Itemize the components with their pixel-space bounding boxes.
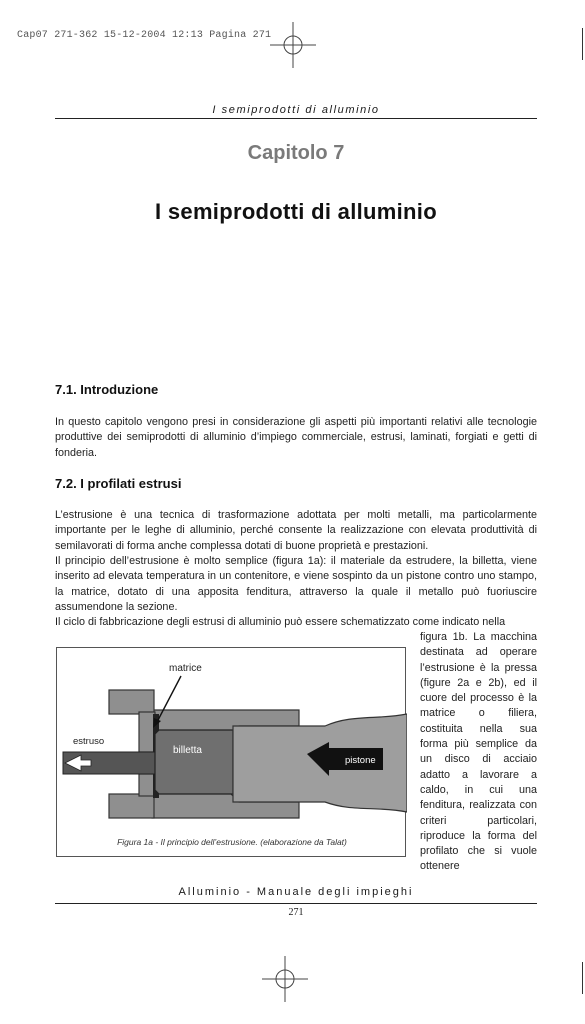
section-heading: 7.1. Introduzione bbox=[55, 382, 159, 397]
section-heading: 7.2. I profilati estrusi bbox=[55, 476, 182, 491]
paragraph-column: figura 1b. La macchina destinata ad operare l’estrusione è la pressa (figure 2a e 2b), ed il cuore del processo è la matrice o filiera, costituita nella sua forma più semplice da un disco di acciaio adatto a lavorare a caldo, in cui una fenditura, realizzata con criteri particolari, riproduce la forma del profilato che si vuole ottenere bbox=[420, 631, 537, 873]
label-pistone: pistone bbox=[345, 755, 376, 766]
chapter-number: Capitolo 7 bbox=[247, 142, 345, 164]
extrusion-diagram bbox=[57, 648, 407, 838]
registration-mark-icon bbox=[270, 22, 316, 68]
figure-caption: Figura 1a - Il principio dell’estrusione. (elaborazione da Talat) bbox=[117, 837, 347, 847]
page-number: 271 bbox=[288, 907, 304, 918]
header-rule bbox=[55, 118, 537, 119]
paragraph: Il principio dell’estrusione è molto semplice (figura 1a): il materiale da estrudere, la billetta, viene inserito ad elevata temperatura in un contenitore, e viene sospinto da un pistone contro uno stampo, la matrice, dotato di una apposita fenditura, attraverso la quale il metallo può fuoriuscire assumendone la sezione. bbox=[55, 555, 537, 613]
label-billetta: billetta bbox=[173, 745, 202, 756]
label-estruso: estruso bbox=[73, 736, 105, 747]
paragraph: Il ciclo di fabbricazione degli estrusi di alluminio può essere schematizzato come indicato nella bbox=[55, 616, 506, 628]
paragraph: L’estrusione è una tecnica di trasformazione adottata per molti metalli, ma particolarmente importante per le leghe di alluminio, perché consente la realizzazione con elevata produttività di semilavorati di forma anche complessa dotati di buone proprietà e prestazioni. bbox=[55, 509, 537, 552]
running-head: I semiprodotti di alluminio bbox=[212, 104, 380, 116]
paragraph: In questo capitolo vengono presi in considerazione gli aspetti più importanti relativi alle tecnologie produttive dei semiprodotti di alluminio d’impiego commerciale, estrusi, laminati, forgiati e getti di fonderia. bbox=[55, 416, 537, 459]
footer-rule bbox=[55, 903, 537, 904]
crop-mark bbox=[582, 962, 583, 994]
figure-1a bbox=[56, 647, 406, 857]
print-slug: Cap07 271-362 15-12-2004 12:13 Pagina 271 bbox=[17, 30, 272, 41]
chapter-title: I semiprodotti di alluminio bbox=[155, 199, 437, 224]
footer-title: Alluminio - Manuale degli impieghi bbox=[178, 886, 414, 898]
crop-mark bbox=[582, 28, 583, 60]
label-matrice: matrice bbox=[169, 663, 202, 674]
registration-mark-icon bbox=[262, 956, 308, 1002]
